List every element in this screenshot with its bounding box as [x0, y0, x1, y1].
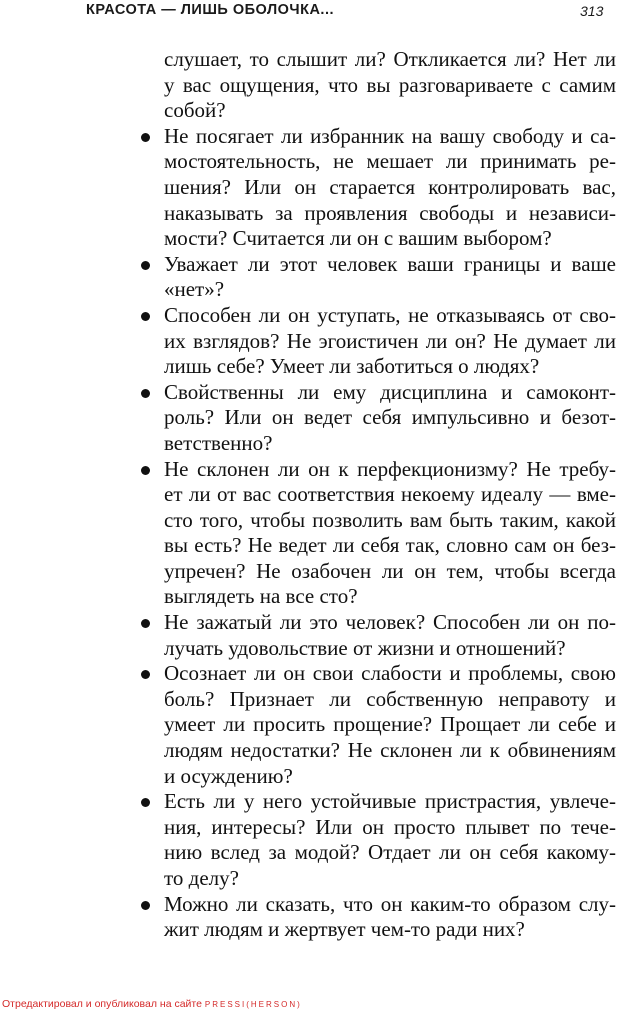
intro-paragraph [164, 47, 616, 124]
text-line: Есть ли у него устойчивые пристрастия, увлече- [164, 789, 616, 814]
bullet-dot-icon [141, 901, 150, 910]
text-line: роль? Или он ведет себя импульсивно и безот- [164, 405, 616, 430]
bullet-dot-icon [141, 261, 150, 270]
text-line: боль? Признает ли собственную неправоту и [164, 686, 616, 711]
text-line: нию вслед за модой? Отдает ли он себя какому- [164, 840, 616, 865]
list-item [164, 252, 616, 303]
list-item [164, 610, 616, 661]
bullet-dot-icon [141, 389, 150, 398]
bullet-dot-icon [141, 466, 150, 475]
page-body [164, 47, 616, 943]
bullet-dot-icon [141, 312, 150, 321]
text-line: людям недостатки? Не склонен ли к обвинениям [164, 738, 616, 763]
text-line: собой? [164, 98, 226, 123]
list-item [164, 789, 616, 891]
text-line: то делу? [164, 866, 239, 890]
text-line: Не зажатый ли это человек? Способен ли он по- [164, 610, 616, 635]
text-line: Уважает ли этот человек ваши границы и ваше [164, 251, 616, 276]
text-line: сто того, чтобы позволить вам быть таким, какой [164, 507, 616, 532]
text-line: Можно ли сказать, что он каким-то образом слу- [164, 891, 616, 916]
text-line: мости? Считается ли он с вашим выбором? [164, 226, 552, 251]
text-line: вы есть? Не ведет ли себя так, словно сам он без- [164, 533, 616, 558]
text-line: шения? Или он старается контролировать вас, [164, 174, 616, 199]
list-item [164, 892, 616, 943]
text-line: Свойственны ли ему дисциплина и самоконт- [164, 379, 616, 404]
bullet-dot-icon [141, 133, 150, 142]
bullet-dot-icon [141, 798, 150, 807]
text-line: лучать удовольствие от жизни и отношений? [164, 635, 566, 660]
text-line: Не склонен ли он к перфекционизму? Не требу- [164, 456, 616, 481]
question-list [164, 124, 616, 943]
text-line: ния, интересы? Или он просто плывет по тече- [164, 814, 616, 839]
text-line: их взглядов? Не эгоистичен ли он? Не думает ли [164, 328, 616, 353]
text-line: упречен? Не озабочен ли он тем, чтобы всегда [164, 558, 616, 583]
text-line: лишь себе? Умеет ли заботиться о людях? [164, 354, 540, 379]
bullet-dot-icon [141, 670, 150, 679]
text-line: Осознает ли он свои слабости и проблемы, свою [164, 661, 616, 686]
text-line: «нет»? [164, 277, 225, 302]
footer-credit-text: Отредактировал и опубликовал на сайте [2, 998, 202, 1010]
page-number: 313 [580, 3, 604, 19]
text-line: выглядеть на все сто? [164, 584, 358, 609]
text-line: жит людям и жертвует чем-то ради них? [164, 917, 525, 942]
text-line: и осуждению? [164, 763, 293, 788]
list-item [164, 124, 616, 252]
text-line: у вас ощущения, что вы разговариваете с самим [164, 72, 616, 97]
list-item [164, 457, 616, 611]
footer-site: PRESSI(HERSON) [204, 1000, 302, 1009]
text-line: Способен ли он уступать, не отказываясь от сво- [164, 302, 616, 327]
text-line: слушает, то слышит ли? Откликается ли? Нет ли [164, 47, 616, 71]
bullet-dot-icon [141, 619, 150, 628]
footer-credit [2, 998, 302, 1010]
list-item [164, 380, 616, 457]
text-line: наказывать за проявления свободы и независи- [164, 200, 616, 225]
text-line: Не посягает ли избранник на вашу свободу и са- [164, 123, 616, 148]
list-item [164, 661, 616, 789]
running-head: КРАСОТА — ЛИШЬ ОБОЛОЧКА... [86, 2, 335, 18]
text-line: ет ли от вас соответствия некоему идеалу — вме- [164, 482, 616, 507]
text-line: ветственно? [164, 430, 273, 455]
text-line: умеет ли просить прощение? Прощает ли себе и [164, 712, 616, 737]
text-line: мостоятельность, не мешает ли принимать ре- [164, 149, 616, 174]
list-item [164, 303, 616, 380]
